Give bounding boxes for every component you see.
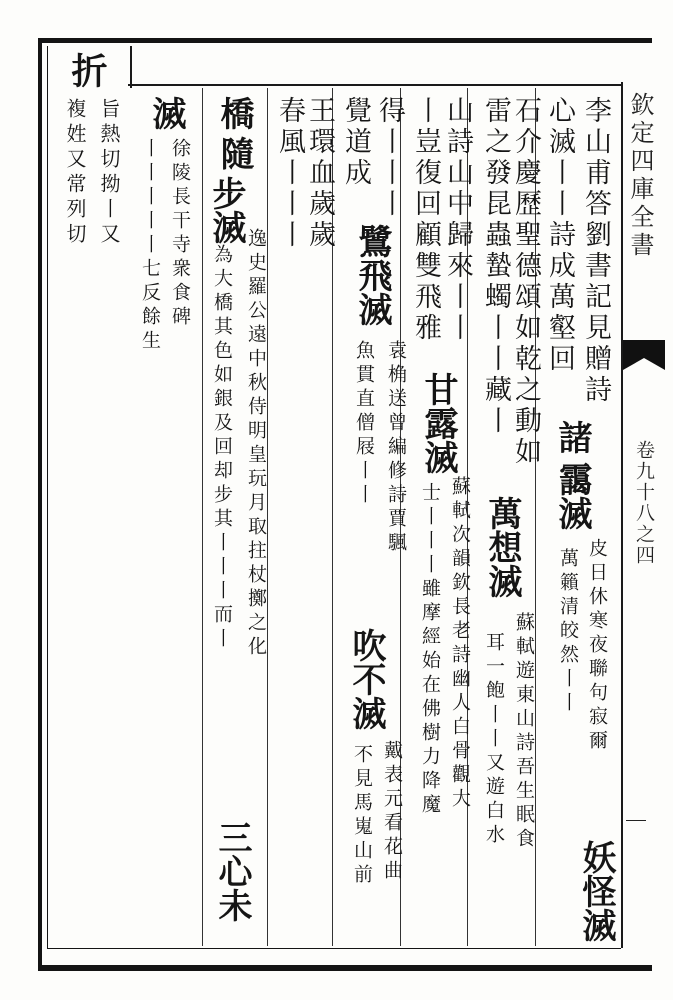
entry-word-qiao: 橋: [214, 96, 254, 130]
text-column-10: 春風丨丨丨: [274, 96, 305, 251]
entry-word-lufei: 鷺飛滅: [352, 224, 392, 326]
column-rule: [202, 88, 203, 946]
entry-word-mie: 滅: [146, 96, 186, 130]
annotation-zhire: 旨熱切拗丨又: [97, 98, 121, 248]
annotation-daqiao: 為大橋其色如銀及回却步其丨丨丨而丨: [211, 244, 233, 652]
margin-tick: [626, 820, 646, 821]
annotation-sushi-ciyun: 蘇軾次韻欽長老詩幽人白骨觀大: [449, 476, 471, 812]
entry-word-zhu: 諸: [552, 420, 592, 454]
entry-word-ai: 靄滅: [552, 462, 592, 530]
annotation-yuguan: 魚貫直僧屐丨丨: [353, 340, 375, 508]
annotation-wanlai: 萬籟清皎然丨丨: [557, 548, 579, 716]
annotation-daibiaoyuan: 戴表元看花曲: [381, 740, 403, 884]
annotation-bujian: 不見馬嵬山前: [351, 744, 373, 888]
annotation-yishi: 逸史羅公遠中秋侍明皇玩月取拄杖擲之化: [245, 228, 267, 660]
entry-word-yaoguai: 妖怪滅: [576, 840, 616, 942]
entry-word-sanxin: 三心未: [212, 820, 252, 922]
text-column-6: 丨豈復回顧雙飛雅: [410, 96, 441, 344]
text-column-4: 雷之發昆蟲蟄蠋丨丨藏丨: [480, 96, 511, 437]
annotation-sushi-dongshan: 蘇軾遊東山詩吾生眠食: [513, 612, 535, 852]
annotation-fanyusheng: 丨丨丨丨丨七反餘生: [139, 138, 161, 354]
book-title: 欽定四庫全書: [626, 92, 654, 260]
text-column-2: 心滅丨丨詩成萬壑回: [544, 96, 575, 375]
volume-label: 卷九十八之四: [633, 440, 655, 566]
entry-word-sui: 隨: [214, 136, 254, 170]
header-rule: [128, 84, 623, 86]
annotation-xuling: 徐陵長干寺衆食碑: [169, 138, 191, 330]
entry-word-chuibu: 吹不滅: [346, 628, 386, 730]
text-column-8: 覺道成: [340, 96, 371, 189]
annotation-shi: 士丨丨丨雖摩經始在佛樹力降魔: [419, 482, 441, 818]
text-column-5: 山詩山中歸來丨丨: [442, 96, 473, 344]
text-column-1: 李山甫答劉書記見贈詩: [580, 96, 611, 406]
annotation-erbao: 耳一飽丨丨又遊白水: [483, 632, 505, 848]
entry-word-wanxiang: 萬想滅: [482, 496, 522, 598]
annotation-yuanjue: 袁桷送曾編修詩賈颿: [385, 340, 407, 556]
text-column-3: 石介慶歷聖德頌如乾之動如: [510, 96, 541, 468]
annotation-piri: 皮日休寒夜聯句寂爾: [586, 538, 608, 754]
rhyme-header-char: 折: [66, 52, 108, 88]
text-column-9: 王環血歲歲: [304, 96, 335, 251]
entry-word-bu: 步滅: [206, 176, 246, 244]
annotation-fuxing: 複姓又常列切: [63, 98, 87, 248]
text-column-7: 得丨丨丨: [374, 96, 405, 220]
entry-word-ganlu: 甘露滅: [418, 372, 458, 474]
